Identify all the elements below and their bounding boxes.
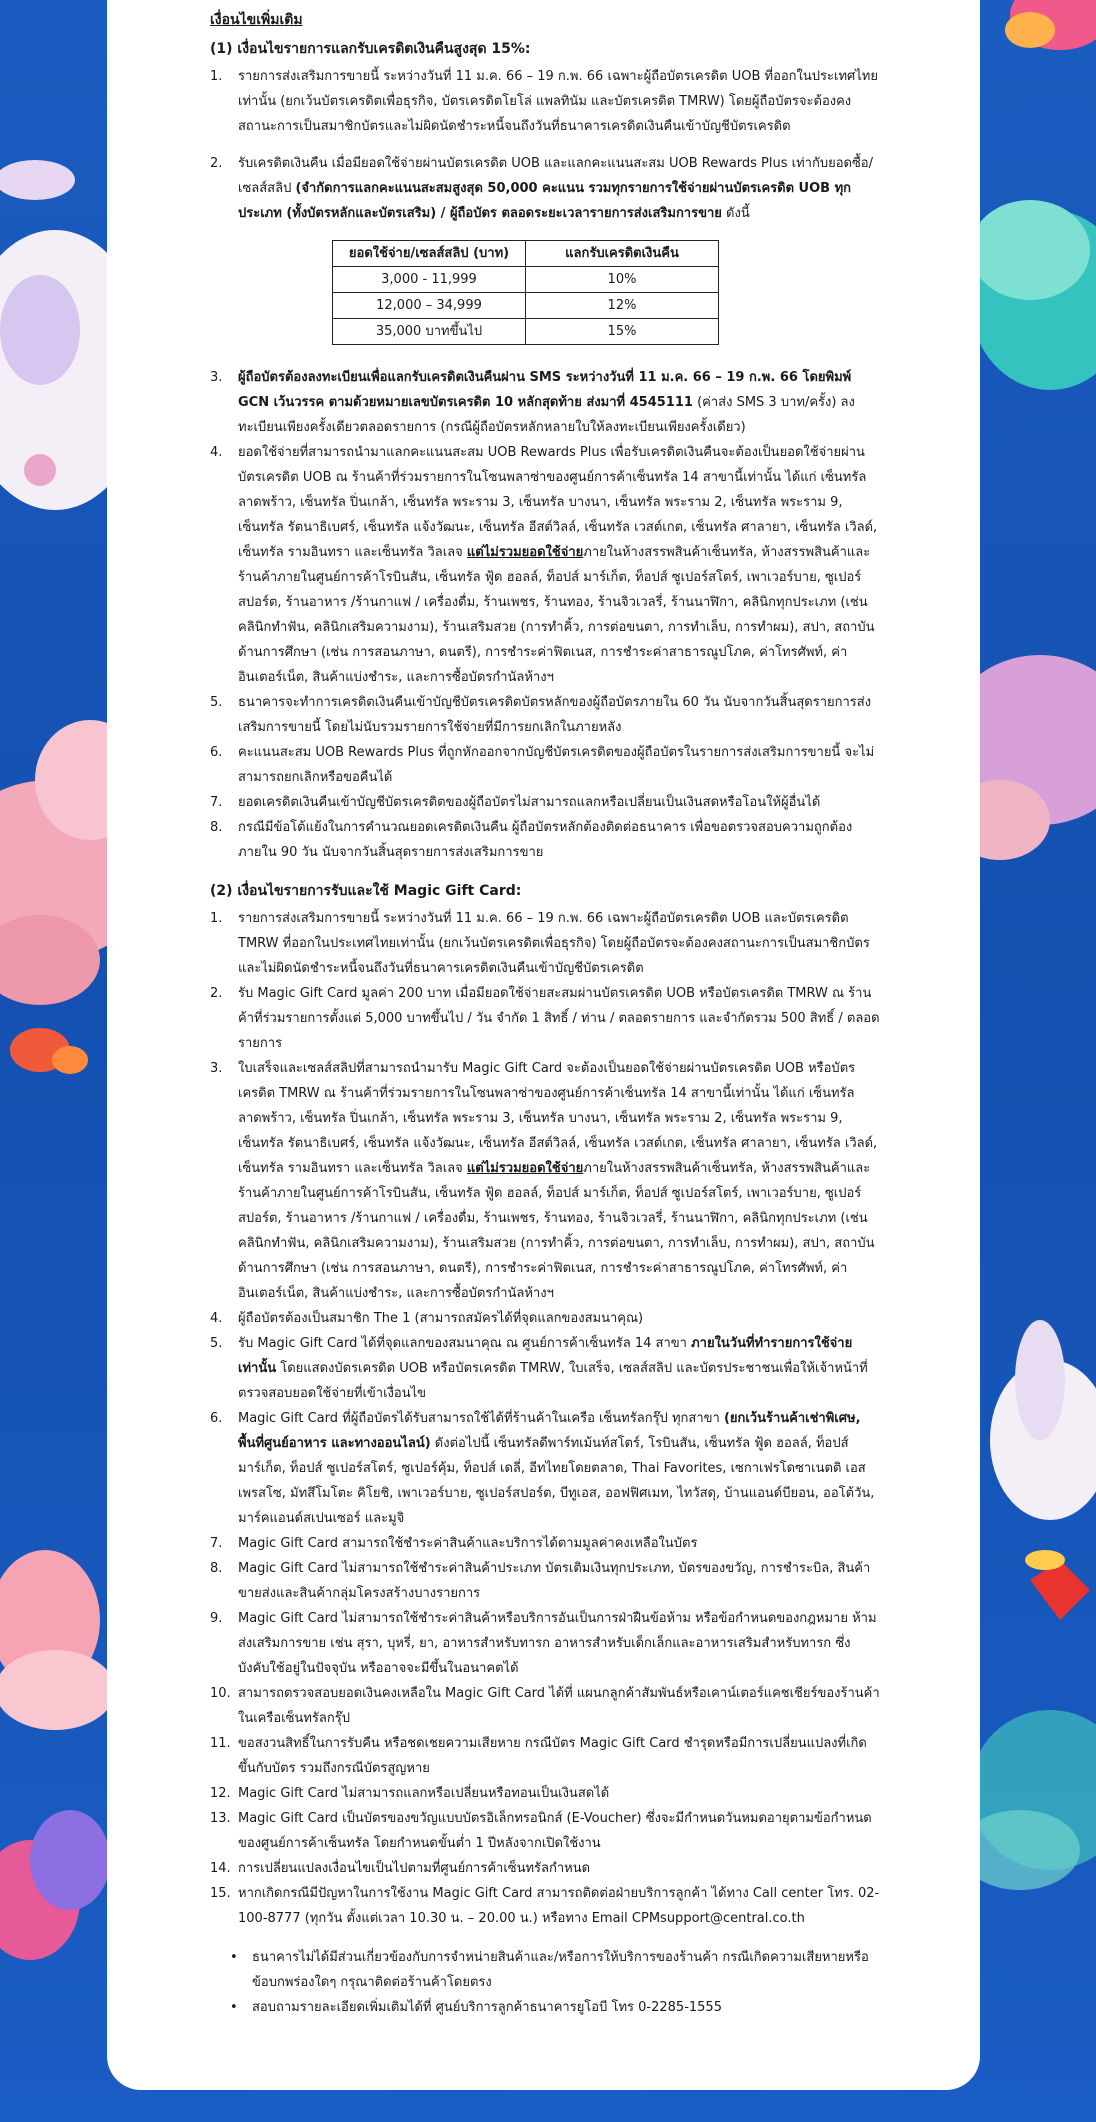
right-top-flower bbox=[1005, 0, 1096, 50]
table-header: แลกรับเครดิตเงินคืน bbox=[526, 241, 719, 267]
list-item: 9. Magic Gift Card ไม่สามารถใช้ชำระค่าสินค้าหรือบริการอันเป็นการฝ่าฝืนข้อห้าม หรือข้อกำหนดของกฎหมาย ห้ามส่งเสริมการขาย เช่น สุรา, บุหรี่, ยา, อาหารสำหรับทารก อาหารสำหรับเด็กเล็กและอาหารเสริมสำหรับทารก ซึ่งบังคับใช้อยู่ในปัจจุบัน หรืออาจจะมีขึ้นในอนาคตได้ bbox=[210, 1611, 877, 1676]
list-item: 4. ยอดใช้จ่ายที่สามารถนำมาแลกคะแนนสะสม UOB Rewards Plus เพื่อรับเครดิตเงินคืนจะต้องเป็นยอดใช้จ่ายผ่านบัตรเครดิต UOB ณ ร้านค้าที่ร่วมรายการในโซนพลาซ่าของศูนย์การค้าเซ็นทรัล 14 สาขานี้เท่านั้น ได้แก่ เซ็นทรัล ลาดพร้าว, เซ็นทรัล ปิ่นเกล้า, เซ็นทรัล พระราม 3, เซ็นทรัล บางนา, เซ็นทรัล พระราม 2, เซ็นทรัล พระราม 9, เซ็นทรัล รัตนาธิเบศร์, เซ็นทรัล แจ้งวัฒนะ, เซ็นทรัล อีสต์วิลล์, เซ็นทรัล เวสต์เกต, เซ็นทรัล ศาลายา, เซ็นทรัล เวิลด์, เซ็นทรัล รามอินทรา และเซ็นทรัล วิลเลจ แต่ไม่รวมยอดใช้จ่ายภายในห้างสรรพสินค้าเซ็นทรัล, ห้างสรรพสินค้าและร้านค้าภายในศูนย์การค้าโรบินสัน, เซ็นทรัล ฟู้ด ฮอลล์, ท็อปส์ มาร์เก็ต, ท็อปส์ ซูเปอร์สโตร์, เพาเวอร์บาย, ซูเปอร์สปอร์ต, ร้านอาหาร /ร้านกาแฟ / เครื่องดื่ม, ร้านเพชร, ร้านทอง, ร้านจิวเวลรี่, ร้านนาฬิกา, คลินิกทุกประเภท (เช่น คลินิกทำฟัน, คลินิกเสริมความงาม), ร้านเสริมสวย (การทำคิ้ว, การต่อขนตา, การทำเล็บ, การทำผม), สปา, สถาบันด้านการศึกษา (เช่น การสอนภาษา, ดนตรี), การชำระค่าฟิตเนส, การชำระค่าสาธารณูปโภค, ค่าโทรศัพท์, ค่าอินเตอร์เน็ต, สินค้าแบ่งชำระ, และการซื้อบัตรกำนัลห้างฯ bbox=[210, 445, 878, 685]
table-row bbox=[333, 319, 719, 345]
table-row bbox=[333, 267, 719, 293]
list-item: 11. ขอสงวนสิทธิ์ในการรับคืน หรือชดเชยความเสียหาย กรณีบัตร Magic Gift Card ชำรุดหรือมีการเปลี่ยนแปลงที่เกิดขึ้นกับบัตร รวมถึงกรณีบัตรสูญหาย bbox=[210, 1736, 867, 1776]
section-1-list bbox=[210, 64, 880, 226]
table-cell: 10% bbox=[526, 267, 719, 293]
right-bottom-cloud bbox=[960, 1710, 1096, 1890]
list-item: 4. ผู้ถือบัตรต้องเป็นสมาชิก The 1 (สามารถสมัครได้ที่จุดแลกของสมนาคุณ) bbox=[210, 1311, 644, 1326]
list-item: 13. Magic Gift Card เป็นบัตรของขวัญแบบบัตรอิเล็กทรอนิกส์ (E-Voucher) ซึ่งจะมีกำหนดวันหมดอายุตามข้อกำหนดของศูนย์การค้าเซ็นทรัล โดยกำหนดขั้นต่ำ 1 ปีหลังจากเปิดใช้งาน bbox=[210, 1811, 872, 1851]
cashback-rate-table bbox=[332, 240, 719, 345]
page-title: เงื่อนไขเพิ่มเติม bbox=[210, 12, 303, 28]
list-item: 2. รับ Magic Gift Card มูลค่า 200 บาท เมื่อมียอดใช้จ่ายสะสมผ่านบัตรเครดิต UOB หรือบัตรเครดิต TMRW ณ ร้านค้าที่ร่วมรายการตั้งแต่ 5,000 บาทขึ้นไป / วัน จำกัด 1 สิทธิ์ / ท่าน / ตลอดรายการ และจำกัดรวม 500 สิทธิ์ / ตลอดรายการ bbox=[210, 986, 880, 1051]
list-item: 10. สามารถตรวจสอบยอดเงินคงเหลือใน Magic Gift Card ได้ที่ แผนกลูกค้าสัมพันธ์หรือเคาน์เตอร์แคชเชียร์ของร้านค้าในเครือเซ็นทรัลกรุ๊ป bbox=[210, 1686, 880, 1726]
table-cell: 12% bbox=[526, 293, 719, 319]
list-item: 8. กรณีมีข้อโต้แย้งในการคำนวณยอดเครดิตเงินคืน ผู้ถือบัตรหลักต้องติดต่อธนาคาร เพื่อขอตรวจสอบความถูกต้องภายใน 90 วัน นับจากวันสิ้นสุดรายการส่งเสริมการขาย bbox=[210, 820, 853, 860]
list-item: 7. ยอดเครดิตเงินคืนเข้าบัญชีบัตรเครดิตของผู้ถือบัตรไม่สามารถแลกหรือเปลี่ยนเป็นเงินสดหรือโอนให้ผู้อื่นได้ bbox=[210, 795, 821, 810]
right-rabbit-illustration bbox=[990, 1320, 1096, 1620]
table-cell: 35,000 บาทขึ้นไป bbox=[333, 319, 526, 345]
table-cell: 15% bbox=[526, 319, 719, 345]
list-item: 14. การเปลี่ยนแปลงเงื่อนไขเป็นไปตามที่ศูนย์การค้าเซ็นทรัลกำหนด bbox=[210, 1861, 591, 1876]
section-1-title: (1) เงื่อนไขรายการแลกรับเครดิตเงินคืนสูงสุด 15%: bbox=[210, 41, 531, 57]
list-item: 7. Magic Gift Card สามารถใช้ชำระค่าสินค้าและบริการได้ตามมูลค่าคงเหลือในบัตร bbox=[210, 1536, 698, 1551]
list-item: 3. ผู้ถือบัตรต้องลงทะเบียนเพื่อแลกรับเครดิตเงินคืนผ่าน SMS ระหว่างวันที่ 11 ม.ค. 66 – 19 ก.พ. 66 โดยพิมพ์ GCN เว้นวรรค ตามด้วยหมายเลขบัตรเครดิต 10 หลักสุดท้าย ส่งมาที่ 4545111 (ค่าส่ง SMS 3 บาท/ครั้ง) ลงทะเบียนเพียงครั้งเดียวตลอดรายการ (กรณีผู้ถือบัตรหลักหลายใบให้ลงทะเบียนเพียงครั้งเดียว) bbox=[210, 370, 855, 435]
section-2-title: (2) เงื่อนไขรายการรับและใช้ Magic Gift Card: bbox=[210, 883, 522, 899]
table-cell: 12,000 – 34,999 bbox=[333, 293, 526, 319]
list-item: 1. รายการส่งเสริมการขายนี้ ระหว่างวันที่ 11 ม.ค. 66 – 19 ก.พ. 66 เฉพาะผู้ถือบัตรเครดิต UOB ที่ออกในประเทศไทยเท่านั้น (ยกเว้นบัตรเครดิตเพื่อธุรกิจ, บัตรเครดิตโยโล่ แพลทินัม และบัตรเครดิต TMRW) โดยผู้ถือบัตรจะต้องคงสถานะการเป็นสมาชิกบัตรและไม่ผิดนัดชำระหนี้จนถึงวันที่ธนาคารเครดิตเงินคืนเข้าบัญชีบัตรเครดิต bbox=[210, 69, 878, 134]
list-item: 12. Magic Gift Card ไม่สามารถแลกหรือเปลี่ยนหรือทอนเป็นเงินสดได้ bbox=[210, 1786, 610, 1801]
table-cell: 3,000 - 11,999 bbox=[333, 267, 526, 293]
list-item: 15. หากเกิดกรณีมีปัญหาในการใช้งาน Magic Gift Card สามารถติดต่อฝ่ายบริการลูกค้า ได้ทาง Call center โทร. 02-100-8777 (ทุกวัน ตั้งแต่เวลา 10.30 น. – 20.00 น.) หรือทาง Email CPMsupport@central.co.th bbox=[210, 1886, 880, 1926]
disclaimer-notes bbox=[210, 1945, 880, 2020]
list-item: 2. รับเครดิตเงินคืน เมื่อมียอดใช้จ่ายผ่านบัตรเครดิต UOB และแลกคะแนนสะสม UOB Rewards Plus เท่ากับยอดซื้อ/เซลส์สลิป (จำกัดการแลกคะแนนสะสมสูงสุด 50,000 คะแนน รวมทุกรายการใช้จ่ายผ่านบัตรเครดิต UOB ทุกประเภท (ทั้งบัตรหลักและบัตรเสริม) / ผู้ถือบัตร ตลอดระยะเวลารายการส่งเสริมการขาย ดังนี้ bbox=[210, 156, 873, 221]
section-2-list bbox=[210, 906, 880, 1931]
list-item: 5. ธนาคารจะทำการเครดิตเงินคืนเข้าบัญชีบัตรเครดิตบัตรหลักของผู้ถือบัตรภายใน 60 วัน นับจากวันสิ้นสุดรายการส่งเสริมการขายนี้ โดยไม่นับรวมรายการใช้จ่ายที่มีการยกเลิกในภายหลัง bbox=[210, 695, 872, 735]
left-koi-fish bbox=[10, 1028, 88, 1074]
table-header-row bbox=[333, 241, 719, 267]
list-item: 5. รับ Magic Gift Card ได้ที่จุดแลกของสมนาคุณ ณ ศูนย์การค้าเซ็นทรัล 14 สาขา ภายในวันที่ทำรายการใช้จ่ายเท่านั้น โดยแสดงบัตรเครดิต UOB หรือบัตรเครดิต TMRW, ใบเสร็จ, เซลส์สลิป และบัตรประชาชนเพื่อให้เจ้าหน้าที่ตรวจสอบยอดใช้จ่ายที่เข้าเงื่อนไข bbox=[210, 1336, 868, 1401]
table-header: ยอดใช้จ่าย/เซลส์สลิป (บาท) bbox=[333, 241, 526, 267]
table-row bbox=[333, 293, 719, 319]
list-item: 3. ใบเสร็จและเซลส์สลิปที่สามารถนำมารับ Magic Gift Card จะต้องเป็นยอดใช้จ่ายผ่านบัตรเครดิต UOB หรือบัตรเครดิต TMRW ณ ร้านค้าที่ร่วมรายการในโซนพลาซ่าของศูนย์การค้าเซ็นทรัล 14 สาขานี้เท่านั้น ได้แก่ เซ็นทรัล ลาดพร้าว, เซ็นทรัล ปิ่นเกล้า, เซ็นทรัล พระราม 3, เซ็นทรัล บางนา, เซ็นทรัล พระราม 2, เซ็นทรัล พระราม 9, เซ็นทรัล รัตนาธิเบศร์, เซ็นทรัล แจ้งวัฒนะ, เซ็นทรัล อีสต์วิลล์, เซ็นทรัล เวสต์เกต, เซ็นทรัล ศาลายา, เซ็นทรัล เวิลด์, เซ็นทรัล รามอินทรา และเซ็นทรัล วิลเลจ แต่ไม่รวมยอดใช้จ่ายภายในห้างสรรพสินค้าเซ็นทรัล, ห้างสรรพสินค้าและร้านค้าภายในศูนย์การค้าโรบินสัน, เซ็นทรัล ฟู้ด ฮอลล์, ท็อปส์ มาร์เก็ต, ท็อปส์ ซูเปอร์สโตร์, เพาเวอร์บาย, ซูเปอร์สปอร์ต, ร้านอาหาร /ร้านกาแฟ / เครื่องดื่ม, ร้านเพชร, ร้านทอง, ร้านจิวเวลรี่, ร้านนาฬิกา, คลินิกทุกประเภท (เช่น คลินิกทำฟัน, คลินิกเสริมความงาม), ร้านเสริมสวย (การทำคิ้ว, การต่อขนตา, การทำเล็บ, การทำผม), สปา, สถาบันด้านการศึกษา (เช่น การสอนภาษา, ดนตรี), การชำระค่าฟิตเนส, การชำระค่าสาธารณูปโภค, ค่าโทรศัพท์, ค่าอินเตอร์เน็ต, สินค้าแบ่งชำระ, และการซื้อบัตรกำนัลห้างฯ bbox=[210, 1061, 878, 1301]
list-item: 1. รายการส่งเสริมการขายนี้ ระหว่างวันที่ 11 ม.ค. 66 – 19 ก.พ. 66 เฉพาะผู้ถือบัตรเครดิต UOB และบัตรเครดิต TMRW ที่ออกในประเทศไทยเท่านั้น (ยกเว้นบัตรเครดิตเพื่อธุรกิจ) โดยผู้ถือบัตรจะต้องคงสถานะการเป็นสมาชิกบัตรและไม่ผิดนัดชำระหนี้จนถึงวันที่ธนาคารเครดิตเงินคืนเข้าบัญชีบัตรเครดิต bbox=[210, 911, 870, 976]
section-1-list-continued bbox=[210, 365, 880, 865]
terms-content bbox=[210, 8, 880, 2020]
note-item: • ธนาคารไม่ได้มีส่วนเกี่ยวข้องกับการจำหน่ายสินค้าและ/หรือการให้บริการของร้านค้า กรณีเกิดความเสียหายหรือข้อบกพร่องใดๆ กรุณาติดต่อร้านค้าโดยตรง bbox=[238, 1945, 880, 1995]
left-flower bbox=[0, 1550, 115, 1730]
left-butterfly bbox=[0, 1810, 110, 1960]
list-item: 8. Magic Gift Card ไม่สามารถใช้ชำระค่าสินค้าประเภท บัตรเติมเงินทุกประเภท, บัตรของขวัญ, การชำระบิล, สินค้าขายส่งและสินค้ากลุ่มโครงสร้างบางรายการ bbox=[210, 1561, 871, 1601]
note-item: • สอบถามรายละเอียดเพิ่มเติมได้ที่ ศูนย์บริการลูกค้าธนาคารยูโอบี โทร 0-2285-1555 bbox=[238, 1995, 880, 2020]
list-item: 6. Magic Gift Card ที่ผู้ถือบัตรได้รับสามารถใช้ได้ที่ร้านค้าในเครือ เซ็นทรัลกรุ๊ป ทุกสาขา (ยกเว้นร้านค้าเช่าพิเศษ, พื้นที่ศูนย์อาหาร และทางออนไลน์) ดังต่อไปนี้ เซ็นทรัลดีพาร์ทเม้นท์สโตร์, โรบินสัน, เซ็นทรัล ฟู้ด ฮอลล์, ท็อปส์ มาร์เก็ต, ท็อปส์ ซูเปอร์สโตร์, ซูเปอร์คุ้ม, ท็อปส์ เดลี่, อีทไทยโดยตลาด, Thai Favorites, เซกาเฟรโดซาเนตติ เอสเพรสโซ, มัทสึโมโตะ คิโยชิ, เพาเวอร์บาย, ซูเปอร์สปอร์ต, บีทูเอส, ออฟฟิศเมท, ไทวัสดุ, บ้านแอนด์บียอน, ออโต้วัน, มาร์คแอนด์สเปนเซอร์ และมูจิ bbox=[210, 1411, 875, 1526]
list-item: 6. คะแนนสะสม UOB Rewards Plus ที่ถูกหักออกจากบัญชีบัตรเครดิตของผู้ถือบัตรในรายการส่งเสริมการขายนี้ จะไม่สามารถยกเลิกหรือขอคืนได้ bbox=[210, 745, 875, 785]
right-teal-cloud bbox=[970, 200, 1096, 390]
